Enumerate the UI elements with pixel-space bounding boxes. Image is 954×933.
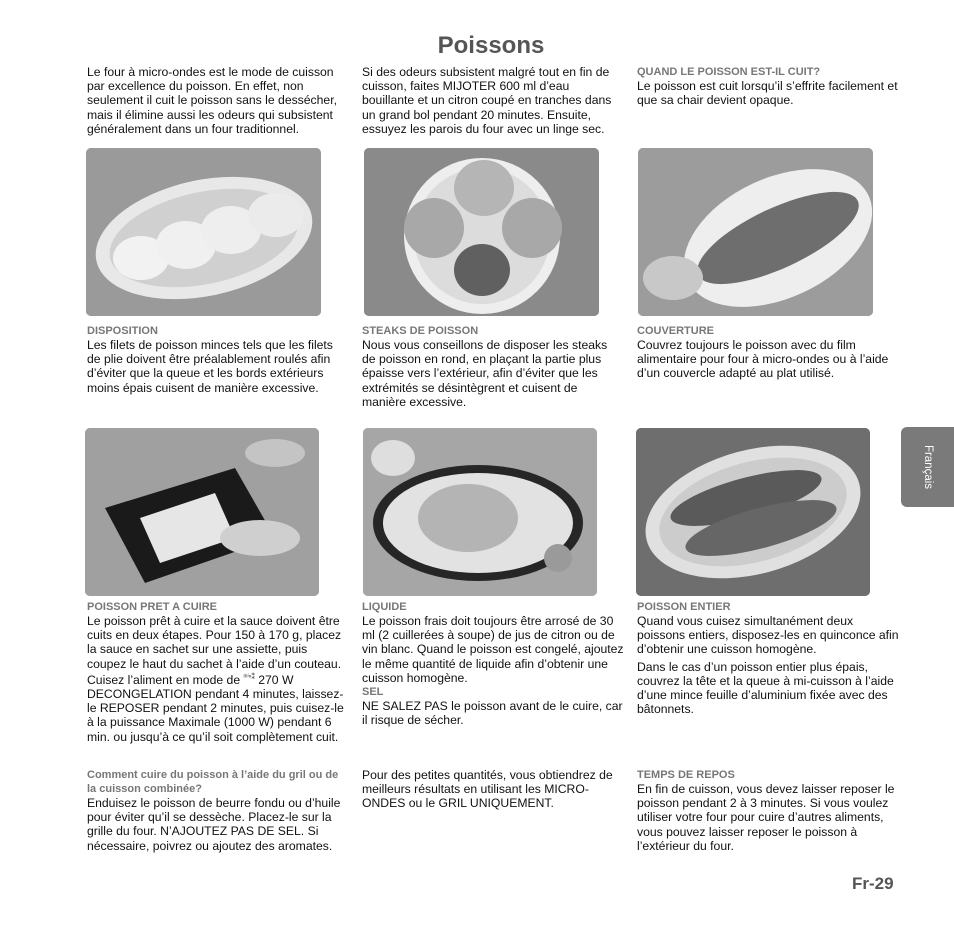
whole-fish-photo [636,428,870,596]
steaks-section [362,324,624,409]
language-tab-label: Français [921,444,934,490]
fish-fillets-rolled-photo [86,148,321,316]
liquid-fish-photo [363,428,597,596]
section-heading: STEAKS DE POISSON [362,325,479,337]
section-text: Les filets de poisson minces tels que les filets de plie doivent être préalablement roulés afin d’éviter que la queue et les bords extérieurs moins épais cuisent de manière excessive. [87,338,333,395]
section-text: Le poisson est cuit lorsqu’il s’effrite facilement et que sa chair devient opaque. [637,79,898,108]
intro-text-col1: Le four à micro-ondes est le mode de cuisson par excellence du poisson. En effet, non seulement il cuit le poisson sans le dessécher, mais il élimine aussi les odeurs qui subsistent généralement dans un four traditionnel. [87,65,337,136]
section-text: Quand vous cuisez simultanément deux poissons entiers, disposez-les en quinconce afin d’obtenir une cuisson homogène. [637,614,899,657]
sel-text: NE SALEZ PAS le poisson avant de le cuire, car il risque de sécher. [362,699,623,728]
language-tab [901,427,954,507]
pret-a-cuire-section [87,600,349,744]
section-text: Le poisson frais doit toujours être arrosé de 30 ml (2 cuillerées à soupe) de jus de citron ou de vin blanc. Quand le poisson est congelé, ajoutez le même quantité de liquide afin d’obtenir une cuisson homogène. [362,614,624,685]
section-heading: TEMPS DE REPOS [637,769,735,781]
section-heading: DISPOSITION [87,325,158,337]
sel-heading: SEL [362,686,384,699]
poisson-entier-section [637,600,899,716]
section-heading: COUVERTURE [637,325,715,337]
defrost-mode-icon: ᵐⁱⁿ⁑ [243,673,255,681]
section-heading: Comment cuire du poisson à l’aide du gril ou de la cuisson combinée? [87,769,339,795]
ready-fish-photo [85,428,319,596]
section-heading: POISSON PRET A CUIRE [87,601,217,613]
page-number: Fr-29 [852,874,894,893]
section-heading: POISSON ENTIER [637,601,731,613]
section-heading: QUAND LE POISSON EST-IL CUIT? [637,66,821,78]
section-text-2: Dans le cas d’un poisson entier plus épais, couvrez la tête et la queue à mi-cuisson à l’aide d’une mince feuille d’aluminium fixée avec des bâtonnets. [637,659,894,717]
covering-fish-photo [638,148,873,316]
section-text-continued: 270 W DECONGELATION pendant 4 minutes, laissez-le REPOSER pendant 2 minutes, puis cuisez-le à la puissance Maximale (1000 W) pendant 6 min. ou jusqu’à ce qu’il soit complètement cuit. [87,672,344,744]
section-text: Nous vous conseillons de disposer les steaks de poisson en rond, en plaçant la partie plus épaisse vers l’extérieur, afin d’éviter que les extrémités se désintègrent et cuisent de manière excessive. [362,338,608,409]
intro-col3 [637,65,899,107]
page-title: Poissons [437,32,545,59]
section-heading: LIQUIDE [362,601,407,613]
fish-steaks-photo [364,148,599,316]
disposition-section [87,324,349,395]
liquide-section [362,600,624,727]
section-text: Le poisson prêt à cuire et la sauce doivent être cuits en deux étapes. Pour 150 à 170 g, placez la sauce en sachet sur une assiette, puis coupez le haut du sachet à l’aide d’un couteau. Cuisez l’aliment en mode de [87,614,342,687]
couverture-section [637,324,899,381]
intro-text-col2: Si des odeurs subsistent malgré tout en fin de cuisson, faites MIJOTER 600 ml d’eau bouillante et un citron coupé en tranches dans un grand bol pendant 20 minutes. Ensuite, essuyez les parois du four avec un linge sec. [362,65,612,136]
section-text: En fin de cuisson, vous devez laisser reposer le poisson pendant 2 à 3 minutes. Si vous voulez utiliser votre four pour cuire d’autres aliments, vous pouvez laisser reposer le poisson à l’extérieur du four. [637,782,895,853]
small-quantities-text: Pour des petites quantités, vous obtiendrez de meilleurs résultats en utilisant les MICRO-ONDES ou le GRIL UNIQUEMENT. [362,768,613,811]
temps-de-repos-section [637,768,899,853]
section-text: Enduisez le poisson de beurre fondu ou d’huile pour éviter qu’il se dessèche. Placez-le sur la grille du four. N’AJOUTEZ PAS DE SEL. Si nécessaire, poivrez ou ajoutez des aromates. [87,796,341,853]
section-text: Couvrez toujours le poisson avec du film alimentaire pour four à micro-ondes ou à l’aide d’un couvercle adapté au plat utilisé. [637,338,889,381]
grill-section [87,768,349,853]
